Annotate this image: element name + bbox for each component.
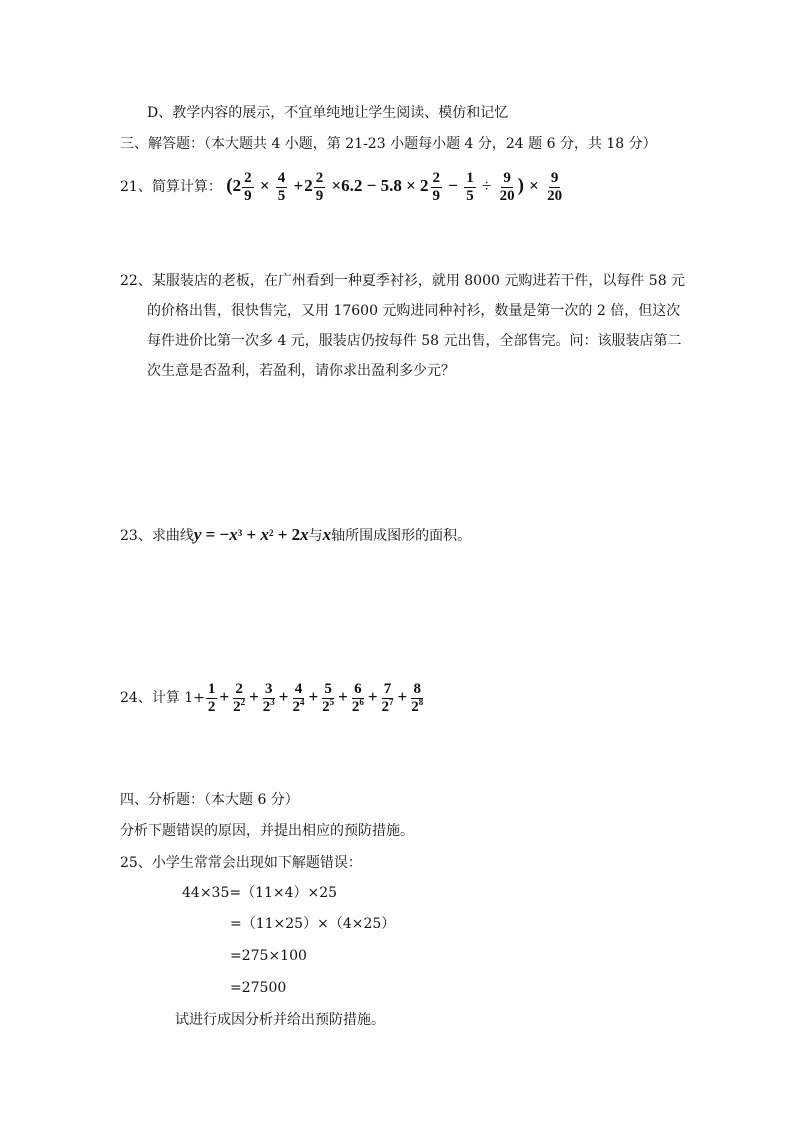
- fraction: $\frac{4}{2^4}$: [292, 680, 305, 715]
- fraction: $\frac{1}{2}$: [207, 680, 216, 715]
- question-23-label: 23、求曲线: [120, 528, 194, 544]
- fraction: $\frac{2}{9}$: [315, 169, 324, 204]
- question-22-line-2: 的价格出售，很快售完，又用 17600 元购进同种衬衫，数量是第一次的 2 倍，但这次: [147, 303, 681, 319]
- operator: ÷: [481, 176, 492, 195]
- operator: +: [293, 176, 304, 195]
- question-21-label: 21、简算计算：: [120, 179, 222, 195]
- question-23-tail: 轴所围成图形的面积。: [331, 528, 472, 544]
- question-22-line-3: 每件进价比第一次多 4 元，服装店仍按每件 58 元出售，全部售完。问：该服装店第二: [147, 333, 682, 349]
- operator: −: [448, 176, 458, 195]
- fraction: $\frac{1}{5}$: [466, 169, 474, 204]
- fraction: $\frac{2}{2^2}$: [233, 680, 246, 715]
- operator: ×6.2 − 5.8 × 2: [331, 176, 429, 195]
- question-25: 25、小学生常常会出现如下解题错误：: [120, 855, 362, 871]
- fraction: $\frac{7}{2^7}$: [381, 680, 394, 715]
- question-23: [120, 524, 471, 547]
- left-paren: (: [226, 175, 233, 196]
- work-line-3: =275×100: [230, 948, 307, 964]
- whole-number: 2: [304, 176, 313, 195]
- question-24: [120, 680, 426, 715]
- fraction: $\frac{8}{2^8}$: [411, 680, 424, 715]
- axis-variable: x: [322, 525, 332, 544]
- operator: ×: [529, 176, 539, 195]
- fraction: $\frac{4}{5}$: [277, 169, 286, 204]
- connector-text: 与: [308, 528, 323, 544]
- section-3-heading: 三、解答题：（本大题共 4 小题，第 21-23 小题每小题 4 分，24 题 6 分，共 18 分）: [120, 136, 657, 152]
- right-paren: ): [517, 175, 524, 196]
- question-22-line-4: 次生意是否盈利，若盈利，请你求出盈利多少元？: [147, 363, 455, 379]
- question-21-expression: [226, 169, 565, 204]
- fraction: $\frac{9}{20}$: [499, 169, 515, 204]
- work-line-1: 44×35=（11×4）×25: [182, 885, 338, 901]
- fraction: $\frac{9}{20}$: [547, 169, 563, 204]
- option-d-text: D、教学内容的展示，不宜单纯地让学生阅读、模仿和记忆: [147, 105, 509, 121]
- whole-number: 2: [232, 176, 242, 195]
- work-line-4: =27500: [230, 980, 287, 996]
- operator: ×: [259, 176, 270, 195]
- question-22-line-1: 22、某服装店的老板，在广州看到一种夏季衬衫，就用 8000 元购进若干件，以每件 58 元: [120, 273, 686, 289]
- fraction: $\frac{5}{2^5}$: [322, 680, 335, 715]
- question-21: [120, 170, 565, 204]
- fraction: $\frac{3}{2^3}$: [262, 680, 275, 715]
- section-4-description: 分析下题错误的原因，并提出相应的预防措施。: [120, 823, 414, 839]
- curve-equation: $y = -x^3 + x^2 + 2x$: [193, 525, 309, 544]
- section-4-heading: 四、分析题：（本大题 6 分）: [120, 792, 299, 808]
- question-24-series: $\frac{1}{2}$ + $\frac{2}{2^2}$ + $\frac{3}{2^3}$ + $\frac{4}{2^4}$ + $\frac{5}{2^5}$ + $\frac{6}{2^6}$ + $\frac{7}{2^7}$ + $\frac{8}{2^8}$: [207, 680, 424, 715]
- fraction: $\frac{2}{9}$: [432, 169, 441, 204]
- question-24-label: 24、计算 1+: [120, 690, 205, 706]
- fraction: $\frac{6}{2^6}$: [351, 680, 364, 715]
- work-line-2: =（11×25）×（4×25）: [230, 916, 396, 932]
- final-instruction: 试进行成因分析并给出预防措施。: [175, 1012, 385, 1028]
- fraction: $\frac{2}{9}$: [244, 169, 252, 204]
